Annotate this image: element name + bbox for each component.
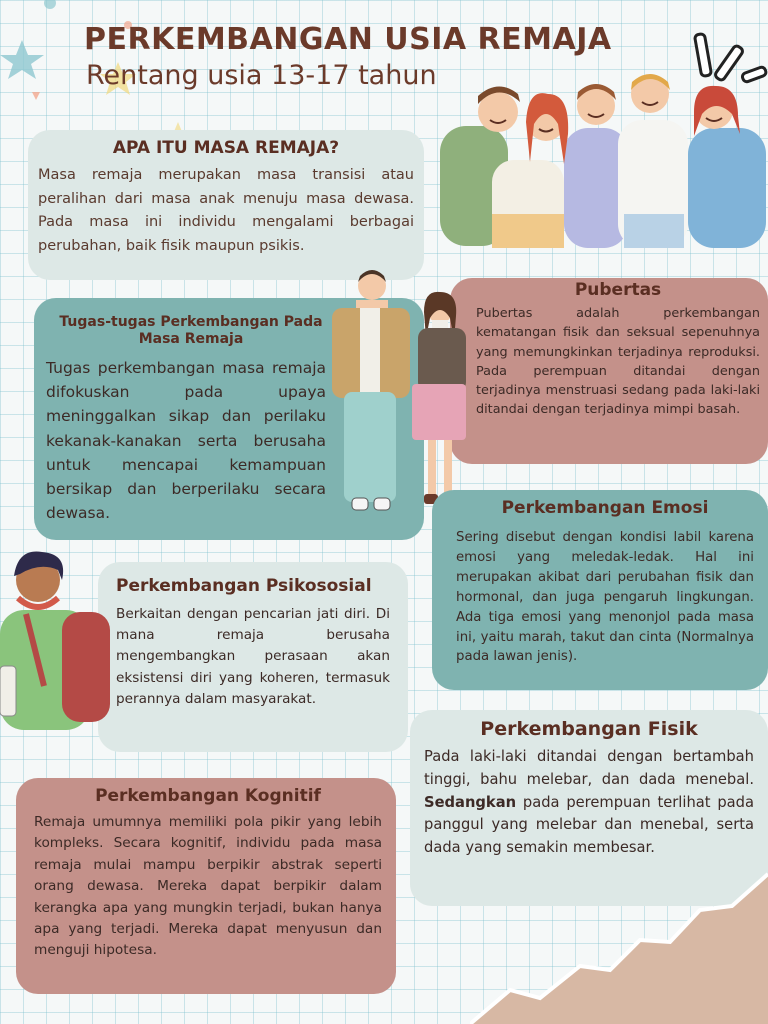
masa-remaja-heading: APA ITU MASA REMAJA? [112,138,340,158]
emosi-heading: Perkembangan Emosi [501,498,709,518]
kognitif-body: Remaja umumnya memiliki pola pikir yang lebih kompleks. Secara kognitif, individu pada masa remaja mulai mampu berpikir abstrak seperti orang dewasa. Mereka dapat berpikir dalam kerangka apa yang mungkin terjadi, bukan hanya apa yang terjadi. Mereka dapat menyusun dan menguji hipotesa. [34,814,382,959]
couple-illustration [326,268,476,526]
kognitif-heading: Perkembangan Kognitif [95,786,321,806]
fisik-body-bold: Sedangkan [424,793,517,811]
fisik-body [424,746,754,860]
friends-group-illustration [438,64,768,248]
emosi-card [432,490,768,690]
tugas-perkembangan-body: Tugas perkembangan masa remaja difokuskan pada upaya meninggalkan sikap dan perilaku kekanak-kanakan serta berusaha untuk mencapai kemampuan bersikap dan berperilaku secara dewasa. [46,359,326,523]
student-illustration [0,546,120,732]
page-subtitle: Rentang usia 13-17 tahun [86,60,437,91]
psikososial-card [98,562,408,752]
pubertas-heading: Pubertas [574,280,662,300]
masa-remaja-card [28,130,424,280]
pubertas-body: Pubertas adalah perkembangan kematangan fisik dan seksual sepenuhnya yang memungkinkan terjadinya reproduksi. Pada perempuan ditandai dengan terjadinya menstruasi sedang pada laki-laki ditandai dengan terjadinya mimpi basah. [476,306,760,418]
masa-remaja-body: Masa remaja merupakan masa transisi atau peralihan dari masa anak menuju masa dewasa. Pada masa ini individu mengalami berbagai perubahan, baik fisik maupun psikis. [38,167,414,254]
emosi-body: Sering disebut dengan kondisi labil karena emosi yang meledak-ledak. Hal ini merupakan akibat dari perubahan fisik dan hormonal, dan juga pengaruh lingkungan. Ada tiga emosi yang menonjol pada masa ini, yaitu marah, takut dan cinta (Normalnya pada lawan jenis). [456,530,754,665]
fisik-body-part1: Pada laki-laki ditandai dengan bertambah tinggi, bahu melebar, dan dada menebal. [424,748,754,788]
pubertas-card [450,278,768,464]
fisik-heading: Perkembangan Fisik [480,718,698,740]
torn-paper-decoration [470,870,768,1024]
fisik-body-part2: pada perempuan terlihat pada panggul yang melebar dan menebal, serta dada yang semakin membesar. [424,793,754,857]
psikososial-body: Berkaitan dengan pencarian jati diri. Di mana remaja berusaha mengembangkan perasaan akan eksistensi diri yang koheren, termasuk perannya dalam masyarakat. [116,606,390,707]
tugas-perkembangan-heading: Tugas-tugas Perkembangan Pada Masa Remaja [59,314,323,347]
page-title: PERKEMBANGAN USIA REMAJA [84,22,612,57]
kognitif-card [16,778,396,994]
psikososial-heading: Perkembangan Psikososial [116,576,372,596]
